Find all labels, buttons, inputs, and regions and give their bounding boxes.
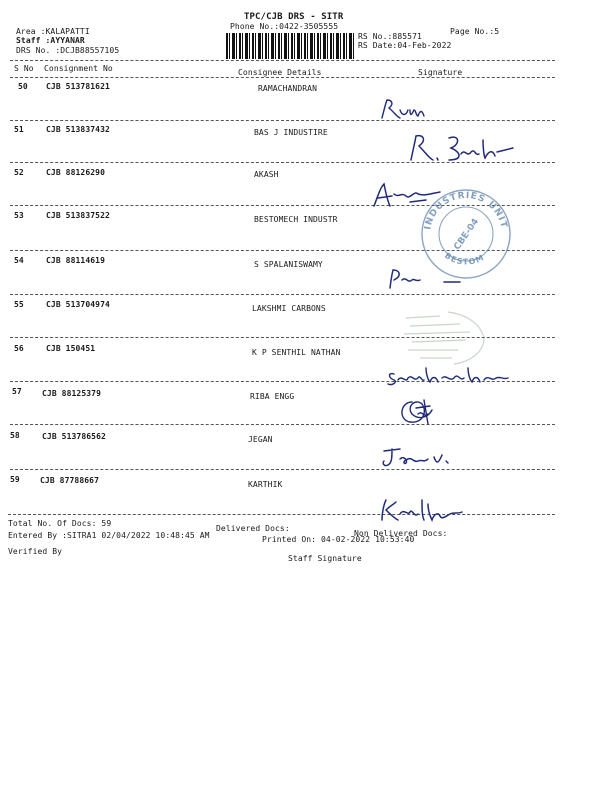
row-divider [10, 294, 555, 295]
row-consignee: JEGAN [248, 435, 273, 444]
row-sno: 58 [10, 431, 20, 440]
stamp-outer-text: INDUSTRIES UNIT [423, 190, 509, 231]
barcode [226, 33, 354, 59]
row-consignee: S SPALANISWAMY [254, 260, 323, 269]
row-consignee: RAMACHANDRAN [258, 84, 317, 93]
drs-number: DRS No. :DCJB88557105 [16, 46, 120, 55]
row-consignment: CJB 87788667 [40, 476, 99, 485]
row-consignment: CJB 513704974 [46, 300, 110, 309]
row-sno: 52 [14, 168, 24, 177]
row-sno: 59 [10, 475, 20, 484]
col-signature: Signature [418, 68, 463, 77]
row-consignment: CJB 513781621 [46, 82, 110, 91]
staff-label: Staff :AYYANAR [16, 36, 85, 45]
verified-by: Verified By [8, 547, 63, 556]
row-consignee: LAKSHMI CARBONS [252, 304, 326, 313]
row-divider [10, 424, 555, 425]
staff-signature: Staff Signature [288, 554, 362, 563]
row-consignee: AKASH [254, 170, 279, 179]
row-consignee: K P SENTHIL NATHAN [252, 348, 341, 357]
row-sno: 53 [14, 211, 24, 220]
row-divider [10, 469, 555, 470]
company-stamp [418, 186, 514, 282]
signature-r-senthil [405, 130, 520, 166]
row-consignee: RIBA ENGG [250, 392, 295, 401]
row-consignment: CJB 88114619 [46, 256, 105, 265]
row-sno: 57 [12, 387, 22, 396]
row-consignment: CJB 88126290 [46, 168, 105, 177]
phone-number: Phone No.:0422-3505555 [230, 22, 339, 31]
printed-on: Printed On: 04-02-2022 10:53:40 [262, 535, 415, 544]
row-sno: 54 [14, 256, 24, 265]
col-consignee: Consignee Details [238, 68, 322, 77]
signature-jegan [378, 443, 468, 471]
row-consignment: CJB 513786562 [42, 432, 106, 441]
row-consignee: BAS J INDUSTIRE [254, 128, 328, 137]
row-consignment: CJB 513837432 [46, 125, 110, 134]
rs-number: RS No.:885571 [358, 32, 422, 41]
page-number: Page No.:5 [450, 27, 500, 36]
area-label: Area :KALAPATTI [16, 27, 90, 36]
sheet-title: TPC/CJB DRS - SITR [244, 12, 344, 22]
row-divider [10, 120, 555, 121]
stamp-lower-text: BESTOM [443, 250, 486, 267]
delivered-docs: Delivered Docs: [216, 524, 290, 533]
header-divider [10, 60, 555, 61]
svg-text:BESTOM [443, 251, 486, 267]
row-sno: 55 [14, 300, 24, 309]
row-sno: 50 [18, 82, 28, 91]
stamp-inner-text: CBE-04 [452, 217, 482, 253]
row-consignment: CJB 150451 [46, 344, 96, 353]
row-consignment: CJB 88125379 [42, 389, 101, 398]
row-consignee: KARTHIK [248, 480, 283, 489]
row-consignment: CJB 513837522 [46, 211, 110, 220]
rs-date: RS Date:04-Feb-2022 [358, 41, 452, 50]
signature-ram [378, 96, 438, 124]
col-consignment: Consignment No [44, 64, 113, 73]
faint-stamp-mark [400, 308, 490, 368]
row-sno: 51 [14, 125, 24, 134]
row-consignee: BESTOMECH INDUSTR [254, 215, 338, 224]
svg-text:INDUSTRIES UNIT [423, 191, 508, 231]
non-delivered-docs: Non Delivered Docs: [354, 529, 448, 538]
signature-riba [394, 394, 444, 430]
row-sno: 56 [14, 344, 24, 353]
entered-by: Entered By :SITRA1 02/04/2022 10:48:45 AM [8, 531, 210, 540]
total-docs: Total No. Of Docs: 59 [8, 519, 112, 528]
col-sno: S No [14, 64, 34, 73]
signature-karthik [374, 496, 474, 524]
columns-divider [10, 77, 555, 78]
